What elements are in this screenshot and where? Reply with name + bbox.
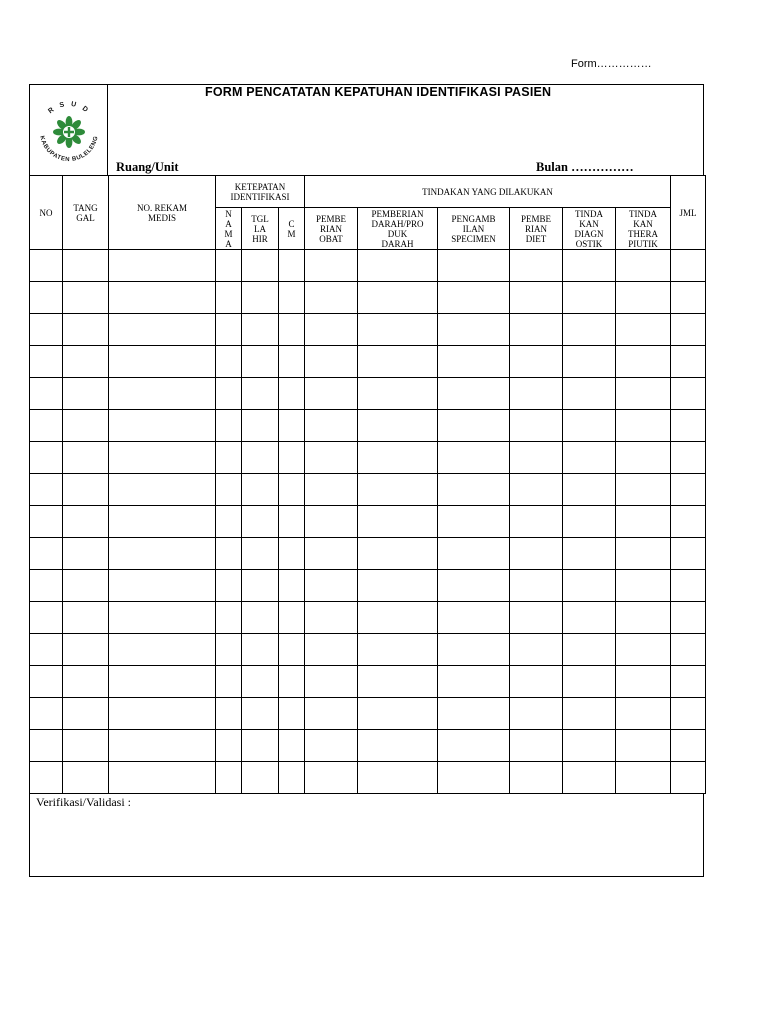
- table-cell[interactable]: [510, 378, 563, 410]
- table-cell[interactable]: [438, 346, 510, 378]
- table-cell[interactable]: [63, 442, 109, 474]
- table-cell[interactable]: [563, 282, 616, 314]
- table-cell[interactable]: [358, 314, 438, 346]
- table-cell[interactable]: [510, 762, 563, 794]
- table-cell[interactable]: [109, 570, 216, 602]
- table-cell[interactable]: [358, 698, 438, 730]
- table-cell[interactable]: [671, 410, 706, 442]
- table-cell[interactable]: [216, 378, 242, 410]
- table-cell[interactable]: [563, 474, 616, 506]
- table-cell[interactable]: [305, 602, 358, 634]
- table-cell[interactable]: [216, 570, 242, 602]
- table-cell[interactable]: [616, 250, 671, 282]
- table-cell[interactable]: [242, 346, 279, 378]
- table-cell[interactable]: [358, 730, 438, 762]
- table-cell[interactable]: [563, 410, 616, 442]
- table-cell[interactable]: [616, 378, 671, 410]
- table-cell[interactable]: [671, 602, 706, 634]
- bulan-label: Bulan ……………: [536, 160, 634, 174]
- table-cell[interactable]: [563, 730, 616, 762]
- table-cell[interactable]: [109, 762, 216, 794]
- table-cell[interactable]: [242, 570, 279, 602]
- table-cell[interactable]: [305, 698, 358, 730]
- table-cell[interactable]: [63, 602, 109, 634]
- table-cell[interactable]: [305, 378, 358, 410]
- table-cell[interactable]: [671, 282, 706, 314]
- table-cell[interactable]: [671, 698, 706, 730]
- table-cell[interactable]: [242, 602, 279, 634]
- table-row: [30, 602, 706, 634]
- table-row: [30, 282, 706, 314]
- table-cell[interactable]: [63, 634, 109, 666]
- table-row: [30, 346, 706, 378]
- table-cell[interactable]: [563, 442, 616, 474]
- table-cell[interactable]: [279, 250, 305, 282]
- table-cell[interactable]: [305, 666, 358, 698]
- table-cell[interactable]: [279, 730, 305, 762]
- table-cell[interactable]: [30, 410, 63, 442]
- table-row: [30, 442, 706, 474]
- table-cell[interactable]: [510, 346, 563, 378]
- header-no: NO: [30, 176, 63, 250]
- table-cell[interactable]: [30, 666, 63, 698]
- table-cell[interactable]: [30, 474, 63, 506]
- table-cell[interactable]: [279, 410, 305, 442]
- table-cell[interactable]: [671, 250, 706, 282]
- header-tgl-lahir: TGL LA HIR: [242, 208, 279, 250]
- table-cell[interactable]: [30, 346, 63, 378]
- table-cell[interactable]: [30, 538, 63, 570]
- table-cell[interactable]: [109, 282, 216, 314]
- table-cell[interactable]: [438, 314, 510, 346]
- table-cell[interactable]: [30, 378, 63, 410]
- rsud-logo-icon: [32, 95, 106, 169]
- table-cell[interactable]: [358, 634, 438, 666]
- table-cell[interactable]: [109, 634, 216, 666]
- table-cell[interactable]: [242, 282, 279, 314]
- table-cell[interactable]: [216, 474, 242, 506]
- table-cell[interactable]: [438, 698, 510, 730]
- table-cell[interactable]: [671, 442, 706, 474]
- table-cell[interactable]: [616, 730, 671, 762]
- table-cell[interactable]: [109, 410, 216, 442]
- table-cell[interactable]: [279, 698, 305, 730]
- table-cell[interactable]: [216, 538, 242, 570]
- table-cell[interactable]: [63, 474, 109, 506]
- table-cell[interactable]: [109, 666, 216, 698]
- table-cell[interactable]: [438, 506, 510, 538]
- compliance-table: [29, 175, 706, 794]
- table-cell[interactable]: [510, 442, 563, 474]
- table-cell[interactable]: [510, 570, 563, 602]
- table-cell[interactable]: [358, 378, 438, 410]
- table-cell[interactable]: [358, 282, 438, 314]
- table-cell[interactable]: [510, 698, 563, 730]
- table-cell[interactable]: [242, 474, 279, 506]
- table-cell[interactable]: [305, 346, 358, 378]
- table-row: [30, 378, 706, 410]
- table-cell[interactable]: [563, 346, 616, 378]
- table-cell[interactable]: [358, 474, 438, 506]
- table-cell[interactable]: [216, 410, 242, 442]
- table-cell[interactable]: [279, 634, 305, 666]
- header-rekam-medis: NO. REKAM MEDIS: [109, 176, 216, 250]
- table-cell[interactable]: [279, 666, 305, 698]
- table-cell[interactable]: [242, 666, 279, 698]
- table-cell[interactable]: [563, 602, 616, 634]
- table-cell[interactable]: [242, 442, 279, 474]
- table-cell[interactable]: [358, 602, 438, 634]
- table-cell[interactable]: [63, 314, 109, 346]
- table-cell[interactable]: [216, 602, 242, 634]
- table-cell[interactable]: [109, 442, 216, 474]
- table-row: [30, 730, 706, 762]
- table-cell[interactable]: [671, 314, 706, 346]
- table-cell[interactable]: [216, 762, 242, 794]
- table-cell[interactable]: [242, 538, 279, 570]
- table-cell[interactable]: [438, 474, 510, 506]
- table-cell[interactable]: [671, 506, 706, 538]
- table-cell[interactable]: [358, 346, 438, 378]
- header-ketepatan-identifikasi: KETEPATAN IDENTIFIKASI: [216, 176, 305, 208]
- table-row: [30, 570, 706, 602]
- table-cell[interactable]: [510, 538, 563, 570]
- table-cell[interactable]: [616, 570, 671, 602]
- table-cell[interactable]: [616, 762, 671, 794]
- table-cell[interactable]: [109, 538, 216, 570]
- table-cell[interactable]: [30, 282, 63, 314]
- table-cell[interactable]: [616, 346, 671, 378]
- table-cell[interactable]: [616, 410, 671, 442]
- table-row: [30, 250, 706, 282]
- table-cell[interactable]: [30, 602, 63, 634]
- table-cell[interactable]: [616, 506, 671, 538]
- header-tanggal: TANG GAL: [63, 176, 109, 250]
- table-cell[interactable]: [216, 442, 242, 474]
- table-cell[interactable]: [438, 762, 510, 794]
- header-tindakan-therapiutik: TINDA KAN THERA PIUTIK: [616, 208, 671, 250]
- table-cell[interactable]: [279, 602, 305, 634]
- logo-cell: [30, 85, 108, 176]
- table-cell[interactable]: [616, 698, 671, 730]
- table-cell[interactable]: [30, 698, 63, 730]
- table-cell[interactable]: [358, 410, 438, 442]
- table-cell[interactable]: [242, 250, 279, 282]
- table-cell[interactable]: [279, 474, 305, 506]
- table-cell[interactable]: [242, 410, 279, 442]
- table-cell[interactable]: [563, 570, 616, 602]
- table-cell[interactable]: [279, 762, 305, 794]
- table-cell[interactable]: [671, 666, 706, 698]
- table-cell[interactable]: [510, 282, 563, 314]
- table-cell[interactable]: [616, 634, 671, 666]
- table-row: [30, 538, 706, 570]
- table-cell[interactable]: [30, 730, 63, 762]
- table-cell[interactable]: [279, 346, 305, 378]
- table-cell[interactable]: [63, 378, 109, 410]
- table-cell[interactable]: [438, 378, 510, 410]
- table-cell[interactable]: [671, 474, 706, 506]
- table-cell[interactable]: [563, 506, 616, 538]
- table-cell[interactable]: [63, 282, 109, 314]
- form-title: FORM PENCATATAN KEPATUHAN IDENTIFIKASI PASIEN: [205, 85, 552, 99]
- table-cell[interactable]: [438, 730, 510, 762]
- table-row: [30, 474, 706, 506]
- table-cell[interactable]: [279, 378, 305, 410]
- table-cell[interactable]: [30, 506, 63, 538]
- header-pemberian-diet: PEMBE RIAN DIET: [510, 208, 563, 250]
- table-cell[interactable]: [358, 250, 438, 282]
- table-cell[interactable]: [438, 410, 510, 442]
- table-cell[interactable]: [63, 762, 109, 794]
- table-cell[interactable]: [109, 730, 216, 762]
- header-pengambilan-specimen: PENGAMB ILAN SPECIMEN: [438, 208, 510, 250]
- table-cell[interactable]: [438, 282, 510, 314]
- table-cell[interactable]: [616, 602, 671, 634]
- table-cell[interactable]: [438, 570, 510, 602]
- table-cell[interactable]: [671, 538, 706, 570]
- table-cell[interactable]: [671, 346, 706, 378]
- table-cell[interactable]: [242, 378, 279, 410]
- table-cell[interactable]: [279, 282, 305, 314]
- table-cell[interactable]: [563, 634, 616, 666]
- table-cell[interactable]: [358, 762, 438, 794]
- table-row: [30, 410, 706, 442]
- table-cell[interactable]: [438, 634, 510, 666]
- table-cell[interactable]: [305, 762, 358, 794]
- table-cell[interactable]: [305, 250, 358, 282]
- table-cell[interactable]: [305, 634, 358, 666]
- table-cell[interactable]: [438, 250, 510, 282]
- table-cell[interactable]: [30, 442, 63, 474]
- table-cell[interactable]: [63, 538, 109, 570]
- table-cell[interactable]: [438, 602, 510, 634]
- table-cell[interactable]: [563, 378, 616, 410]
- table-cell[interactable]: [63, 506, 109, 538]
- table-cell[interactable]: [438, 538, 510, 570]
- table-cell[interactable]: [109, 378, 216, 410]
- header-pemberian-darah: PEMBERIAN DARAH/PRO DUK DARAH: [358, 208, 438, 250]
- table-cell[interactable]: [616, 538, 671, 570]
- table-cell[interactable]: [63, 410, 109, 442]
- table-cell[interactable]: [510, 474, 563, 506]
- table-cell[interactable]: [510, 602, 563, 634]
- table-cell[interactable]: [358, 538, 438, 570]
- table-cell[interactable]: [563, 314, 616, 346]
- table-cell[interactable]: [279, 442, 305, 474]
- table-cell[interactable]: [63, 346, 109, 378]
- table-cell[interactable]: [216, 666, 242, 698]
- table-cell[interactable]: [216, 634, 242, 666]
- table-cell[interactable]: [305, 282, 358, 314]
- table-cell[interactable]: [671, 730, 706, 762]
- header-tindakan-diagnostik: TINDA KAN DIAGN OSTIK: [563, 208, 616, 250]
- table-cell[interactable]: [616, 282, 671, 314]
- table-cell[interactable]: [109, 698, 216, 730]
- table-cell[interactable]: [216, 730, 242, 762]
- table-row: [30, 634, 706, 666]
- table-row: [30, 698, 706, 730]
- table-cell[interactable]: [305, 410, 358, 442]
- svg-text:KABUPATEN BULELENG: KABUPATEN BULELENG: [38, 135, 100, 164]
- table-cell[interactable]: [671, 634, 706, 666]
- table-cell[interactable]: [563, 762, 616, 794]
- table-cell[interactable]: [242, 730, 279, 762]
- header-jml: JML: [671, 176, 706, 250]
- table-cell[interactable]: [510, 730, 563, 762]
- header-nama: N A M A: [216, 208, 242, 250]
- table-cell[interactable]: [671, 762, 706, 794]
- table-cell[interactable]: [30, 634, 63, 666]
- table-cell[interactable]: [109, 314, 216, 346]
- table-cell[interactable]: [242, 314, 279, 346]
- table-cell[interactable]: [63, 570, 109, 602]
- table-cell[interactable]: [242, 762, 279, 794]
- table-cell[interactable]: [30, 250, 63, 282]
- table-cell[interactable]: [63, 698, 109, 730]
- table-cell[interactable]: [305, 730, 358, 762]
- table-cell[interactable]: [109, 346, 216, 378]
- table-cell[interactable]: [109, 602, 216, 634]
- header-cm: C M: [279, 208, 305, 250]
- table-cell[interactable]: [305, 474, 358, 506]
- table-cell[interactable]: [563, 698, 616, 730]
- header-pemberian-obat: PEMBE RIAN OBAT: [305, 208, 358, 250]
- table-cell[interactable]: [510, 314, 563, 346]
- table-cell[interactable]: [242, 634, 279, 666]
- table-cell[interactable]: [242, 506, 279, 538]
- table-cell[interactable]: [358, 570, 438, 602]
- verifikasi-label: Verifikasi/Validasi :: [36, 795, 131, 809]
- table-cell[interactable]: [216, 250, 242, 282]
- table-cell[interactable]: [216, 282, 242, 314]
- table-cell[interactable]: [616, 666, 671, 698]
- table-row: [30, 666, 706, 698]
- table-cell[interactable]: [63, 250, 109, 282]
- table-cell[interactable]: [305, 570, 358, 602]
- table-cell[interactable]: [563, 250, 616, 282]
- table-cell[interactable]: [438, 442, 510, 474]
- table-row: [30, 314, 706, 346]
- header-tindakan: TINDAKAN YANG DILAKUKAN: [305, 176, 671, 208]
- table-cell[interactable]: [616, 442, 671, 474]
- ruang-unit-label: Ruang/Unit: [116, 160, 179, 174]
- form-number-label: Form……………: [571, 58, 652, 70]
- table-cell[interactable]: [671, 570, 706, 602]
- table-cell[interactable]: [30, 570, 63, 602]
- table-cell[interactable]: [63, 730, 109, 762]
- table-row: [30, 506, 706, 538]
- table-cell[interactable]: [63, 666, 109, 698]
- table-cell[interactable]: [510, 410, 563, 442]
- table-cell[interactable]: [216, 698, 242, 730]
- table-cell[interactable]: [216, 346, 242, 378]
- table-cell[interactable]: [616, 474, 671, 506]
- verifikasi-box: [29, 793, 704, 877]
- table-cell[interactable]: [510, 506, 563, 538]
- table-cell[interactable]: [109, 474, 216, 506]
- table-cell[interactable]: [358, 442, 438, 474]
- table-cell[interactable]: [109, 506, 216, 538]
- table-cell[interactable]: [671, 378, 706, 410]
- table-row: [30, 762, 706, 794]
- table-cell[interactable]: [279, 314, 305, 346]
- table-cell[interactable]: [216, 506, 242, 538]
- table-cell[interactable]: [510, 250, 563, 282]
- table-cell[interactable]: [563, 538, 616, 570]
- table-cell[interactable]: [305, 442, 358, 474]
- table-cell[interactable]: [30, 314, 63, 346]
- table-cell[interactable]: [305, 506, 358, 538]
- table-cell[interactable]: [358, 506, 438, 538]
- table-cell[interactable]: [358, 666, 438, 698]
- table-cell[interactable]: [305, 314, 358, 346]
- table-cell[interactable]: [30, 762, 63, 794]
- table-cell[interactable]: [510, 634, 563, 666]
- table-cell[interactable]: [510, 666, 563, 698]
- table-cell[interactable]: [109, 250, 216, 282]
- svg-text:R S U D: R S U D: [47, 100, 91, 116]
- table-cell[interactable]: [279, 538, 305, 570]
- table-cell[interactable]: [279, 570, 305, 602]
- table-cell[interactable]: [305, 538, 358, 570]
- table-cell[interactable]: [279, 506, 305, 538]
- table-cell[interactable]: [563, 666, 616, 698]
- table-cell[interactable]: [616, 314, 671, 346]
- table-cell[interactable]: [242, 698, 279, 730]
- table-cell[interactable]: [216, 314, 242, 346]
- table-cell[interactable]: [438, 666, 510, 698]
